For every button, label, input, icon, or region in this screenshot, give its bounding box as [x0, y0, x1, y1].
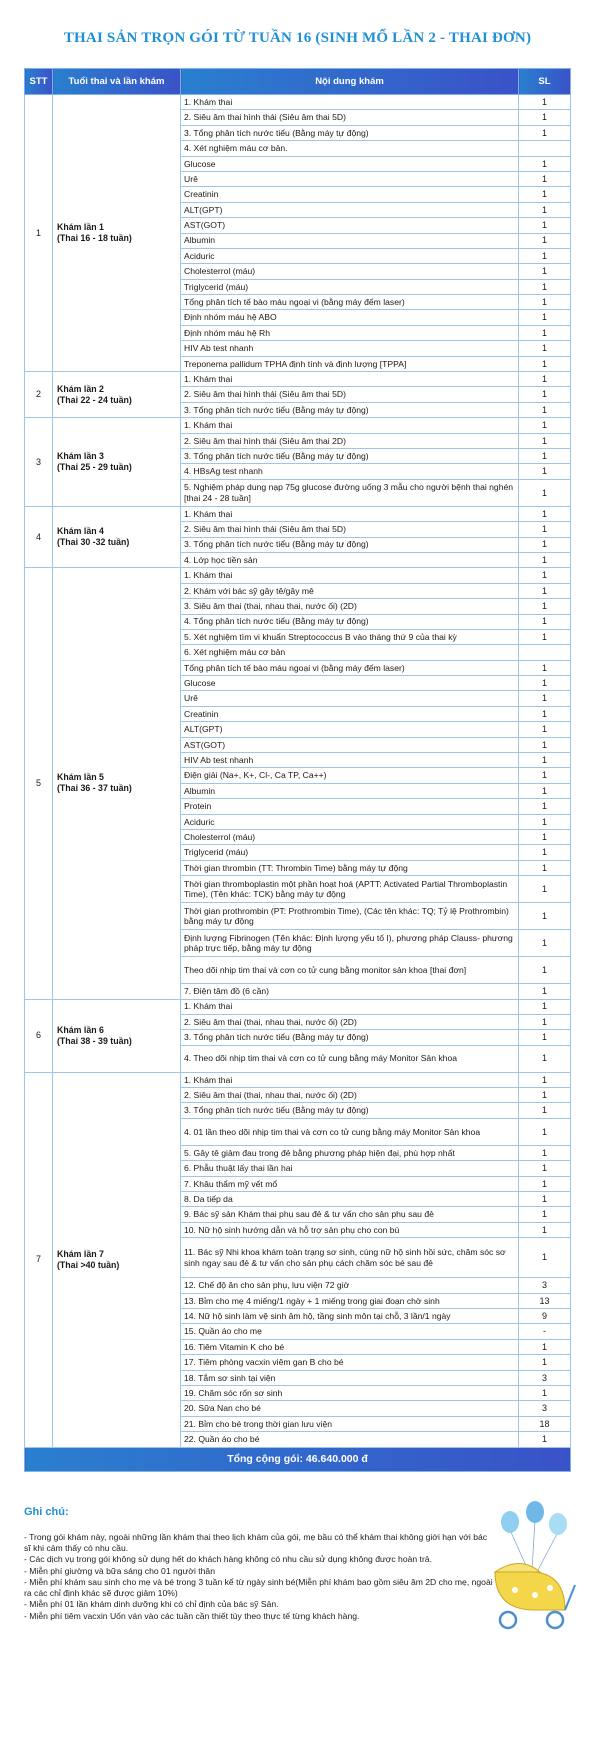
quantity-cell: 3 [519, 1370, 571, 1385]
quantity-cell: 1 [519, 629, 571, 644]
quantity-cell: 1 [519, 95, 571, 110]
content-cell: 14. Nữ hộ sinh làm vệ sinh âm hộ, tầng sinh môn tại chỗ, 3 lần/1 ngày [181, 1309, 519, 1324]
content-cell: Định nhóm máu hệ Rh [181, 325, 519, 340]
header-sl: SL [519, 69, 571, 95]
content-cell: 3. Siêu âm thai (thai, nhau thai, nước ối) (2D) [181, 599, 519, 614]
visit-cell [53, 568, 181, 999]
quantity-cell: 1 [519, 829, 571, 844]
visit-weeks: (Thai 16 - 18 tuần) [57, 233, 132, 244]
quantity-cell: 1 [519, 599, 571, 614]
stt-cell: 1 [25, 95, 53, 372]
page-title: THAI SẢN TRỌN GÓI TỪ TUẦN 16 (SINH MỔ LẦN 2 - THAI ĐƠN) [63, 30, 532, 46]
content-cell: AST(GOT) [181, 737, 519, 752]
content-cell: Định lượng Fibrinogen (Tên khác: Định lượng yếu tố I), phương pháp Clauss- phương pháp trực tiếp, bằng máy tự động [181, 930, 519, 957]
table-row [25, 568, 571, 583]
visit-name: Khám lần 7 [57, 1248, 104, 1259]
table-header-row [25, 69, 571, 95]
content-cell: 6. Xét nghiệm máu cơ bản [181, 645, 519, 660]
quantity-cell: 1 [519, 737, 571, 752]
content-cell: 11. Bác sỹ Nhi khoa khám toàn trạng sơ sinh, cùng nữ hộ sinh hồi sức, chăm sóc sơ sinh ngay sau đẻ & tư vấn cho sản phụ cách chăm sóc bé sau đẻ [181, 1238, 519, 1278]
quantity-cell: 1 [519, 1103, 571, 1118]
quantity-cell: 1 [519, 1432, 571, 1447]
quantity-cell: 1 [519, 1176, 571, 1191]
content-cell: 3. Tổng phân tích nước tiểu (Bằng máy tự động) [181, 448, 519, 463]
content-cell: Albumin [181, 783, 519, 798]
quantity-cell: 1 [519, 799, 571, 814]
content-cell: Creatinin [181, 706, 519, 721]
content-cell: 2. Khám với bác sỹ gây tê/gây mê [181, 583, 519, 598]
content-cell: 5. Xét nghiệm tìm vi khuẩn Streptococcus B vào tháng thứ 9 của thai kỳ [181, 629, 519, 644]
visit-weeks: (Thai 30 -32 tuần) [57, 537, 130, 548]
content-cell: 4. Xét nghiệm máu cơ bản. [181, 141, 519, 156]
quantity-cell: 1 [519, 110, 571, 125]
quantity-cell: 1 [519, 957, 571, 984]
quantity-cell: 1 [519, 583, 571, 598]
header-visit: Tuổi thai và lần khám [53, 69, 181, 95]
quantity-cell: 1 [519, 506, 571, 521]
quantity-cell: 1 [519, 522, 571, 537]
content-cell: 3. Tổng phân tích nước tiểu (Bằng máy tự động) [181, 402, 519, 417]
quantity-cell: 1 [519, 356, 571, 371]
table-body [25, 95, 571, 1448]
content-cell: Theo dõi nhịp tim thai và cơn co tử cung bằng monitor sản khoa [thai đơn] [181, 957, 519, 984]
content-cell: 16. Tiêm Vitamin K cho bé [181, 1339, 519, 1354]
quantity-cell: 1 [519, 1014, 571, 1029]
note-item: - Miễn phí tiêm vacxin Uốn ván vào các tuần cần thiết tùy theo thực tế từng khách hàng. [24, 1610, 360, 1621]
quantity-cell: 1 [519, 1355, 571, 1370]
balloons-icon [501, 1501, 567, 1570]
visit-name: Khám lần 6 [57, 1024, 104, 1035]
content-cell: 13. Bỉm cho mẹ 4 miếng/1 ngày + 1 miếng trong giai đoạn chờ sinh [181, 1293, 519, 1308]
quantity-cell: 1 [519, 614, 571, 629]
stt-cell: 4 [25, 506, 53, 568]
content-cell: 4. HBsAg test nhanh [181, 464, 519, 479]
package-table [24, 68, 571, 1472]
quantity-cell: 1 [519, 537, 571, 552]
content-cell: 2. Siêu âm thai hình thái (Siêu âm thai 5D) [181, 387, 519, 402]
quantity-cell: 1 [519, 325, 571, 340]
baby-stroller-illustration [480, 1500, 580, 1630]
quantity-cell: 1 [519, 1118, 571, 1145]
quantity-cell: 3 [519, 1401, 571, 1416]
quantity-cell: 1 [519, 341, 571, 356]
quantity-cell: 1 [519, 218, 571, 233]
content-cell: 5. Nghiệm pháp dung nạp 75g glucose đường uống 3 mẫu cho người bệnh thai nghén [thai 24 - 28 tuần] [181, 479, 519, 506]
content-cell: ALT(GPT) [181, 722, 519, 737]
content-cell: Creatinin [181, 187, 519, 202]
quantity-cell: 1 [519, 1192, 571, 1207]
content-cell: 12. Chế độ ăn cho sản phụ, lưu viện 72 giờ [181, 1278, 519, 1293]
stt-cell: 3 [25, 418, 53, 507]
quantity-cell: 1 [519, 660, 571, 675]
content-cell: 1. Khám thai [181, 568, 519, 583]
quantity-cell: 3 [519, 1278, 571, 1293]
quantity-cell: 1 [519, 1385, 571, 1400]
visit-name: Khám lần 1 [57, 222, 104, 233]
quantity-cell: 1 [519, 279, 571, 294]
quantity-cell: 1 [519, 264, 571, 279]
quantity-cell: 1 [519, 1030, 571, 1045]
quantity-cell: 1 [519, 783, 571, 798]
visit-name: Khám lần 2 [57, 383, 104, 394]
visit-weeks: (Thai 36 - 37 tuần) [57, 783, 132, 794]
visit-weeks: (Thai 38 - 39 tuần) [57, 1035, 132, 1046]
content-cell: 7. Khâu thẩm mỹ vết mổ [181, 1176, 519, 1191]
visit-cell [53, 999, 181, 1072]
notes-list [24, 1532, 494, 1621]
content-cell: Aciduric [181, 814, 519, 829]
table-row [25, 506, 571, 521]
content-cell: Triglycerid (máu) [181, 845, 519, 860]
content-cell: Thời gian prothrombin (PT: Prothrombin Time), (Các tên khác: TQ; Tỷ lệ Prothrombin) bằng máy tự động [181, 903, 519, 930]
quantity-cell: 1 [519, 372, 571, 387]
total-row [25, 1447, 571, 1471]
content-cell: AST(GOT) [181, 218, 519, 233]
quantity-cell: 1 [519, 1207, 571, 1222]
stt-cell: 7 [25, 1072, 53, 1447]
quantity-cell: 1 [519, 233, 571, 248]
quantity-cell: 1 [519, 310, 571, 325]
content-cell: Tổng phân tích tế bào máu ngoại vi (bằng máy đếm laser) [181, 295, 519, 310]
quantity-cell: 1 [519, 552, 571, 567]
content-cell: 1. Khám thai [181, 1072, 519, 1087]
stroller-icon [495, 1564, 575, 1629]
quantity-cell: 1 [519, 860, 571, 875]
quantity-cell: 1 [519, 984, 571, 999]
stt-cell: 6 [25, 999, 53, 1072]
content-cell: 19. Chăm sóc rốn sơ sinh [181, 1385, 519, 1400]
quantity-cell [519, 645, 571, 660]
quantity-cell: - [519, 1324, 571, 1339]
note-item: - Trong gói khám này, ngoài những lần khám thai theo lịch khám của gói, mẹ bầu có thể khám thai không giới hạn với bác sĩ khi cảm thấy có nhu cầu. [24, 1532, 488, 1553]
quantity-cell: 1 [519, 903, 571, 930]
quantity-cell: 1 [519, 691, 571, 706]
quantity-cell: 1 [519, 1072, 571, 1087]
content-cell: 1. Khám thai [181, 372, 519, 387]
content-cell: 7. Điện tâm đồ (6 cần) [181, 984, 519, 999]
content-cell: 9. Bác sỹ sản Khám thai phụ sau đẻ & tư vấn cho sản phụ sau đẻ [181, 1207, 519, 1222]
quantity-cell: 1 [519, 202, 571, 217]
quantity-cell: 1 [519, 722, 571, 737]
quantity-cell: 1 [519, 1088, 571, 1103]
content-cell: 4. 01 lần theo dõi nhịp tim thai và cơn co tử cung bằng máy Monitor Sản khoa [181, 1118, 519, 1145]
content-cell: 1. Khám thai [181, 999, 519, 1014]
quantity-cell: 1 [519, 999, 571, 1014]
header-stt: STT [25, 69, 53, 95]
content-cell: 3. Tổng phân tích nước tiểu (Bằng máy tự động) [181, 537, 519, 552]
visit-name: Khám lần 3 [57, 450, 104, 461]
content-cell: 1. Khám thai [181, 95, 519, 110]
package-table-wrapper [24, 68, 570, 1472]
quantity-cell: 1 [519, 1222, 571, 1237]
quantity-cell: 1 [519, 387, 571, 402]
quantity-cell: 1 [519, 1339, 571, 1354]
quantity-cell: 13 [519, 1293, 571, 1308]
content-cell: Tổng phân tích tế bào máu ngoại vi (bằng máy đếm laser) [181, 660, 519, 675]
content-cell: Thời gian thrombin (TT: Thrombin Time) bằng máy tự động [181, 860, 519, 875]
content-cell: Cholesterrol (máu) [181, 264, 519, 279]
content-cell: 1. Khám thai [181, 418, 519, 433]
visit-cell [53, 418, 181, 507]
visit-cell [53, 506, 181, 568]
content-cell: Albumin [181, 233, 519, 248]
content-cell: 1. Khám thai [181, 506, 519, 521]
content-cell: 22. Quần áo cho bé [181, 1432, 519, 1447]
quantity-cell [519, 141, 571, 156]
quantity-cell: 1 [519, 171, 571, 186]
visit-weeks: (Thai 22 - 24 tuần) [57, 394, 132, 405]
content-cell: ALT(GPT) [181, 202, 519, 217]
quantity-cell: 1 [519, 402, 571, 417]
notes-section [24, 1506, 494, 1622]
quantity-cell: 1 [519, 876, 571, 903]
content-cell: 21. Bỉm cho bé trong thời gian lưu viện [181, 1416, 519, 1431]
content-cell: HIV Ab test nhanh [181, 753, 519, 768]
note-item: - Miễn phí giường và bữa sáng cho 01 người thân [24, 1565, 215, 1576]
content-cell: Glucose [181, 156, 519, 171]
content-cell: 8. Da tiếp da [181, 1192, 519, 1207]
quantity-cell: 1 [519, 845, 571, 860]
notes-title: Ghi chú: [24, 1506, 69, 1518]
stt-cell: 5 [25, 568, 53, 999]
content-cell: Glucose [181, 676, 519, 691]
note-item: - Miễn phí 01 lần khám dinh dưỡng khi có chỉ định của bác sỹ Sản. [24, 1599, 279, 1609]
content-cell: Aciduric [181, 248, 519, 263]
quantity-cell: 1 [519, 1145, 571, 1160]
quantity-cell: 1 [519, 568, 571, 583]
quantity-cell: 9 [519, 1309, 571, 1324]
content-cell: 18. Tắm sơ sinh tại viện [181, 1370, 519, 1385]
content-cell: 4. Tổng phân tích nước tiểu (Bằng máy tự động) [181, 614, 519, 629]
quantity-cell: 1 [519, 464, 571, 479]
quantity-cell: 1 [519, 156, 571, 171]
content-cell: Protein [181, 799, 519, 814]
quantity-cell: 1 [519, 448, 571, 463]
visit-cell [53, 95, 181, 372]
table-row [25, 1072, 571, 1087]
content-cell: Urê [181, 691, 519, 706]
content-cell: 20. Sữa Nan cho bé [181, 1401, 519, 1416]
quantity-cell: 1 [519, 930, 571, 957]
content-cell: 2. Siêu âm thai hình thái (Siêu âm thai 5D) [181, 110, 519, 125]
header-content: Nội dung khám [181, 69, 519, 95]
content-cell: Thời gian thromboplastin một phần hoạt hoá (APTT: Activated Partial Thromboplastin Time), (Tên khác: TCK) bằng máy tự động [181, 876, 519, 903]
content-cell: 5. Gây tê giảm đau trong đẻ bằng phương pháp hiện đại, phù hợp nhất [181, 1145, 519, 1160]
content-cell: 4. Lớp học tiền sản [181, 552, 519, 567]
quantity-cell: 1 [519, 1045, 571, 1072]
content-cell: 3. Tổng phân tích nước tiểu (Bằng máy tự động) [181, 1030, 519, 1045]
content-cell: 2. Siêu âm thai hình thái (Siêu âm thai 5D) [181, 522, 519, 537]
content-cell: 17. Tiêm phòng vacxin viêm gan B cho bé [181, 1355, 519, 1370]
table-row [25, 999, 571, 1014]
note-item: - Miễn phí khám sau sinh cho mẹ và bé trong 3 tuần kể từ ngày sinh bé(Miễn phí khám bao gồm siêu âm 2D cho mẹ, ngoài ra các chỉ định khác sẽ được giảm 10%) [24, 1577, 493, 1598]
content-cell: 10. Nữ hộ sinh hướng dẫn và hỗ trợ sản phụ cho con bú [181, 1222, 519, 1237]
stt-cell: 2 [25, 372, 53, 418]
table-row [25, 418, 571, 433]
content-cell: Urê [181, 171, 519, 186]
quantity-cell: 1 [519, 1161, 571, 1176]
quantity-cell: 1 [519, 187, 571, 202]
visit-cell [53, 1072, 181, 1447]
total-price: Tổng cộng gói: 46.640.000 đ [25, 1447, 571, 1471]
content-cell: Cholesterrol (máu) [181, 829, 519, 844]
content-cell: Treponema pallidum TPHA định tính và định lượng [TPPA] [181, 356, 519, 371]
quantity-cell: 1 [519, 418, 571, 433]
visit-weeks: (Thai >40 tuần) [57, 1259, 120, 1270]
content-cell: 6. Phẫu thuật lấy thai lần hai [181, 1161, 519, 1176]
quantity-cell: 1 [519, 479, 571, 506]
content-cell: 3. Tổng phân tích nước tiểu (Bằng máy tự động) [181, 125, 519, 140]
quantity-cell: 18 [519, 1416, 571, 1431]
note-item: - Các dịch vụ trong gói không sử dụng hết do khách hàng không có nhu cầu sử dụng không được hoàn trả. [24, 1554, 432, 1564]
table-row [25, 372, 571, 387]
content-cell: 4. Theo dõi nhịp tim thai và cơn co tử cung bằng máy Monitor Sản khoa [181, 1045, 519, 1072]
quantity-cell: 1 [519, 676, 571, 691]
visit-weeks: (Thai 25 - 29 tuần) [57, 461, 132, 472]
visit-name: Khám lần 4 [57, 526, 104, 537]
quantity-cell: 1 [519, 248, 571, 263]
content-cell: 2. Siêu âm thai (thai, nhau thai, nước ối) (2D) [181, 1088, 519, 1103]
quantity-cell: 1 [519, 768, 571, 783]
content-cell: 15. Quần áo cho mẹ [181, 1324, 519, 1339]
visit-name: Khám lần 5 [57, 772, 104, 783]
quantity-cell: 1 [519, 125, 571, 140]
quantity-cell: 1 [519, 433, 571, 448]
visit-cell [53, 372, 181, 418]
quantity-cell: 1 [519, 706, 571, 721]
quantity-cell: 1 [519, 1238, 571, 1278]
content-cell: Điện giải (Na+, K+, Cl-, Ca TP, Ca++) [181, 768, 519, 783]
content-cell: 2. Siêu âm thai (thai, nhau thai, nước ối) (2D) [181, 1014, 519, 1029]
content-cell: HIV Ab test nhanh [181, 341, 519, 356]
content-cell: 2. Siêu âm thai hình thái (Siêu âm thai 2D) [181, 433, 519, 448]
table-row [25, 95, 571, 110]
content-cell: 3. Tổng phân tích nước tiểu (Bằng máy tự động) [181, 1103, 519, 1118]
quantity-cell: 1 [519, 753, 571, 768]
quantity-cell: 1 [519, 814, 571, 829]
content-cell: Triglycerid (máu) [181, 279, 519, 294]
quantity-cell: 1 [519, 295, 571, 310]
content-cell: Định nhóm máu hệ ABO [181, 310, 519, 325]
